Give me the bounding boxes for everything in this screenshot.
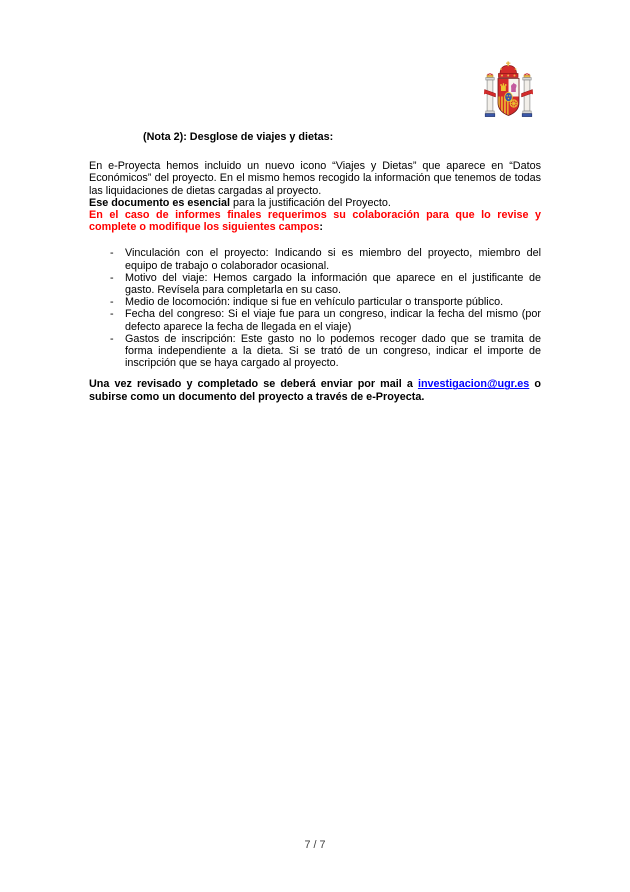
spain-emblem xyxy=(484,61,533,123)
list-item xyxy=(89,272,541,296)
list-item-text: Vinculación con el proyecto: Indicando si es miembro del proyecto, miembro del equipo de trabajo o colaborador ocasional. xyxy=(125,247,541,272)
bullet-marker: - xyxy=(110,332,114,345)
fields-list xyxy=(89,247,541,369)
list-item-text: Medio de locomoción: indique si fue en vehículo particular o transporte público. xyxy=(125,296,504,309)
list-item xyxy=(89,247,541,271)
red-notice-text: En el caso de informes finales requerimos su colaboración para que lo revise y complete o modifique los siguientes campos xyxy=(89,209,541,234)
investigacion-email-link[interactable]: investigacion@ugr.es xyxy=(417,378,530,391)
list-item-text: Motivo del viaje: Hemos cargado la información que aparece en el justificante de gasto. Revísela para completarla en su caso. xyxy=(125,271,541,297)
essential-bold-text: Ese documento es esencial xyxy=(89,196,231,209)
note-title: (Nota 2): Desglose de viajes y dietas: xyxy=(143,131,334,143)
bullet-marker: - xyxy=(110,308,114,321)
bullet-marker: - xyxy=(110,271,114,284)
essential-paragraph xyxy=(89,197,541,209)
list-item-text: Gastos de inscripción: Este gasto no lo podemos recoger dado que se tramita de forma independiente a la dieta. Si se trató de un congreso, indicar el importe de inscripción que se haya cargado al proyecto. xyxy=(125,332,541,370)
submission-post-text: o subirse como un documento del proyecto a través de e-Proyecta. xyxy=(89,378,541,403)
list-item xyxy=(89,333,541,370)
list-item xyxy=(89,296,541,308)
bullet-marker: - xyxy=(110,247,114,260)
essential-rest-text: para la justificación del Proyecto. xyxy=(230,196,391,209)
red-notice-paragraph xyxy=(89,209,541,233)
red-notice-colon: : xyxy=(319,221,323,234)
page-number: 7 / 7 xyxy=(304,839,326,851)
intro-paragraph: En e-Proyecta hemos incluido un nuevo icono “Viajes y Dietas” que aparece en “Datos Económicos” del proyecto. En el mismo hemos recogido la información que tenemos de todas las liquidaciones de dietas cargadas al proyecto. xyxy=(89,160,541,197)
list-item xyxy=(89,308,541,332)
document-body xyxy=(89,131,541,403)
list-item-text: Fecha del congreso: Si el viaje fue para un congreso, indicar la fecha del mismo (por defecto aparece la fecha de llegada en el viaje) xyxy=(125,308,541,333)
spain-coat-of-arms-icon xyxy=(484,61,533,123)
bullet-marker: - xyxy=(110,296,114,309)
submission-pre-text: Una vez revisado y completado se deberá enviar por mail a xyxy=(89,378,418,391)
submission-paragraph xyxy=(89,378,541,402)
